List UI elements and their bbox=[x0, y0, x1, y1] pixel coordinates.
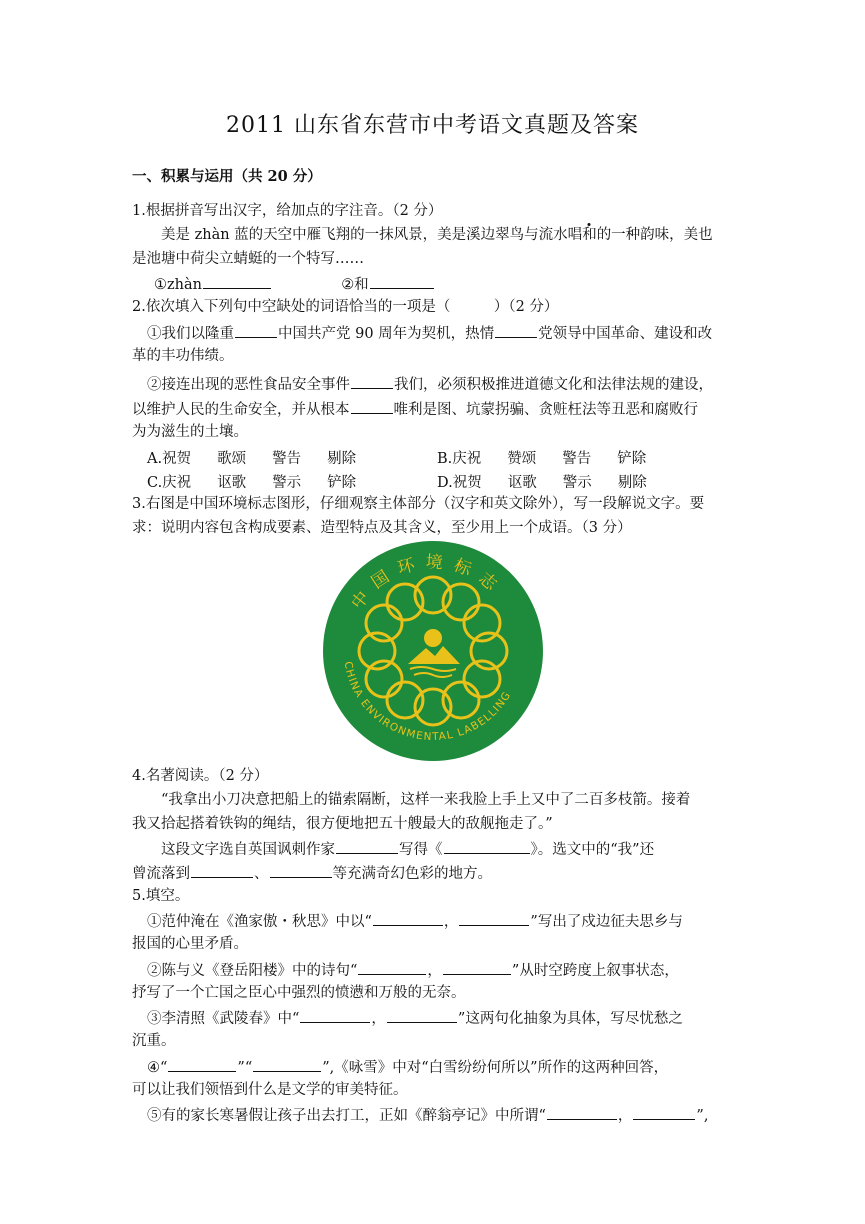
q2-text: ②接连出现的恶性食品安全事件 bbox=[147, 377, 350, 393]
q5-blank[interactable] bbox=[633, 1105, 695, 1120]
option-word: 警示 bbox=[562, 475, 592, 491]
q1-answer-1-label: ①zhàn bbox=[154, 277, 202, 293]
q5-item2-line2: 抒写了一个亡国之臣心中强烈的愤懑和万般的无奈。 bbox=[132, 985, 466, 1001]
q5-text: ， bbox=[371, 1011, 386, 1027]
option-word: 剔除 bbox=[617, 475, 647, 491]
q1-paragraph-line2: 是池塘中荷尖立蜻蜓的一个特写…… bbox=[132, 251, 364, 267]
q5-item3-line1 bbox=[147, 1008, 683, 1028]
logo-sun bbox=[424, 629, 442, 647]
q5-item4-line1 bbox=[147, 1057, 668, 1077]
q4-text: 等充满奇幻色彩的地方。 bbox=[332, 866, 492, 882]
q3-line2: 求：说明内容包含构成要素、造型特点及其含义，至少用上一个成语。（3 分） bbox=[132, 520, 632, 536]
q4-place-blank[interactable] bbox=[191, 863, 253, 878]
q4-text: 写得《 bbox=[399, 842, 443, 858]
q5-item2-line1 bbox=[147, 960, 679, 980]
q5-text: ⑤有的家长寒暑假让孩子出去打工，正如《醉翁亭记》中所谓“ bbox=[147, 1108, 546, 1124]
q5-text: ”, bbox=[696, 1108, 709, 1124]
q1-answer-2-label: ②和 bbox=[341, 277, 369, 293]
q2-blank[interactable] bbox=[351, 399, 393, 414]
q5-blank[interactable] bbox=[443, 960, 511, 975]
q2-sentence1-line1 bbox=[147, 323, 712, 343]
q5-stem: 5.填空。 bbox=[132, 888, 190, 904]
q5-item5-line1 bbox=[147, 1105, 708, 1125]
q4-question-line1 bbox=[161, 839, 654, 859]
q4-book-blank[interactable] bbox=[444, 839, 530, 854]
option-word: 警示 bbox=[272, 475, 302, 491]
logo-background bbox=[323, 541, 543, 761]
option-word: 警告 bbox=[562, 451, 592, 467]
q1-text-b: 的一种韵味，美也 bbox=[596, 227, 713, 243]
q4-quote-line2: 我又拾起搭着铁钩的绳结，很方便地把五十艘最大的敌舰拖走了。” bbox=[132, 816, 553, 832]
q5-item1-line1 bbox=[147, 911, 683, 931]
q2-text: ①我们以隆重 bbox=[147, 326, 234, 342]
logo-chinese-text: 中国环境标志 bbox=[347, 552, 509, 614]
q5-text: ”“ bbox=[237, 1060, 253, 1076]
q2-option-d[interactable] bbox=[437, 471, 673, 492]
option-word: D.祝贺 bbox=[437, 475, 482, 491]
q4-quote-line1: “我拿出小刀决意把船上的锚索隔断，这样一来我脸上手上又中了二百多枝箭。接着 bbox=[161, 792, 691, 808]
section-heading: 一、积累与运用（共 20 分） bbox=[132, 168, 322, 185]
q2-blank[interactable] bbox=[351, 374, 393, 389]
option-word: 讴歌 bbox=[507, 475, 537, 491]
q2-text: 我们，必须积极推进道德文化和法律法规的建设， bbox=[394, 377, 713, 393]
q4-question-line2 bbox=[132, 863, 492, 883]
q5-item3-line2: 沉重。 bbox=[132, 1033, 176, 1049]
option-word: 警告 bbox=[272, 451, 302, 467]
q1-answer-2-blank[interactable] bbox=[370, 274, 434, 289]
q5-text: ①范仲淹在《渔家傲・秋思》中以“ bbox=[147, 914, 372, 930]
document-title: 2011 山东省东营市中考语文真题及答案 bbox=[226, 113, 639, 138]
q2-blank[interactable] bbox=[495, 323, 537, 338]
q5-text: ， bbox=[617, 1108, 633, 1124]
q5-blank[interactable] bbox=[547, 1105, 617, 1120]
q5-text: ”写出了戍边征夫思乡与 bbox=[530, 914, 683, 930]
q5-blank[interactable] bbox=[358, 960, 426, 975]
option-word: 赞颂 bbox=[507, 451, 537, 467]
q1-answer-1-blank[interactable] bbox=[203, 274, 271, 289]
q5-text: ”这两句化抽象为具体，写尽忧愁之 bbox=[457, 1011, 683, 1027]
q2-sentence1-line2: 革的丰功伟绩。 bbox=[132, 348, 234, 364]
q2-option-a[interactable] bbox=[147, 447, 382, 468]
logo-english-text: CHINA ENVIRONMENTAL LABELLING bbox=[341, 660, 514, 744]
q5-text: ②陈与义《登岳阳楼》中的诗句“ bbox=[147, 963, 358, 979]
option-word: 铲除 bbox=[327, 475, 357, 491]
china-environmental-label-logo bbox=[322, 540, 544, 762]
q4-text: 曾流落到 bbox=[132, 866, 190, 882]
q4-author-blank[interactable] bbox=[336, 839, 398, 854]
q4-stem: 4.名著阅读。（2 分） bbox=[132, 768, 269, 784]
q2-text: 唯利是图、坑蒙拐骗、贪赃枉法等丑恶和腐败行 bbox=[393, 402, 698, 418]
q2-option-c[interactable] bbox=[147, 471, 382, 492]
q3-line1: 3.右图是中国环境标志图形，仔细观察主体部分（汉字和英文除外），写一段解说文字。要 bbox=[132, 496, 705, 512]
q1-answer-row bbox=[154, 274, 435, 294]
option-word: 剔除 bbox=[327, 451, 357, 467]
q2-text: 中国共产党 90 周年为契机，热情 bbox=[278, 326, 495, 342]
option-word: B.庆祝 bbox=[437, 451, 482, 467]
q5-blank[interactable] bbox=[253, 1057, 321, 1072]
dotted-char: 和 bbox=[582, 227, 597, 243]
q4-text: 》。选文中的“我”还 bbox=[530, 842, 655, 858]
q5-item4-line2: 可以让我们领悟到什么是文学的审美特征。 bbox=[132, 1082, 408, 1098]
q5-text: ”,《咏雪》中对“白雪纷纷何所以”所作的这两种回答， bbox=[322, 1060, 669, 1076]
q5-blank[interactable] bbox=[168, 1057, 236, 1072]
q2-text: 党领导中国革命、建设和改 bbox=[538, 326, 713, 342]
option-word: C.庆祝 bbox=[147, 475, 192, 491]
q4-place-blank[interactable] bbox=[270, 863, 332, 878]
q5-blank[interactable] bbox=[373, 911, 443, 926]
option-word: 讴歌 bbox=[217, 475, 247, 491]
q5-blank[interactable] bbox=[387, 1008, 457, 1023]
q1-text-a: 美是 zhàn 蓝的天空中雁飞翔的一抹风景，美是溪边翠鸟与流水唱 bbox=[161, 227, 583, 243]
q4-text: 这段文字选自英国讽刺作家 bbox=[161, 842, 335, 858]
q5-item1-line2: 报国的心里矛盾。 bbox=[132, 936, 248, 952]
q5-text: ③李清照《武陵春》中“ bbox=[147, 1011, 300, 1027]
q2-stem: 2.依次填入下列句中空缺处的词语恰当的一项是（ ）（2 分） bbox=[132, 299, 559, 315]
q2-option-b[interactable] bbox=[437, 447, 672, 468]
q2-sentence2-line1 bbox=[147, 374, 713, 394]
q2-blank[interactable] bbox=[235, 323, 277, 338]
q4-text: 、 bbox=[254, 866, 269, 882]
q1-paragraph-line1 bbox=[161, 226, 713, 244]
q5-text: ， bbox=[443, 914, 459, 930]
option-word: 铲除 bbox=[617, 451, 647, 467]
q2-sentence2-line3: 为为滋生的土壤。 bbox=[132, 424, 248, 440]
q2-sentence2-line2 bbox=[132, 399, 698, 419]
q5-text: ”从时空跨度上叙事状态， bbox=[511, 963, 679, 979]
q5-text: ④“ bbox=[147, 1060, 168, 1076]
option-word: A.祝贺 bbox=[147, 451, 192, 467]
q5-blank[interactable] bbox=[459, 911, 529, 926]
q1-stem: 1.根据拼音写出汉字，给加点的字注音。（2 分） bbox=[132, 203, 443, 219]
q2-text: 以维护人民的生命安全，并从根本 bbox=[132, 402, 350, 418]
q5-blank[interactable] bbox=[300, 1008, 370, 1023]
q5-text: ， bbox=[427, 963, 442, 979]
option-word: 歌颂 bbox=[217, 451, 247, 467]
